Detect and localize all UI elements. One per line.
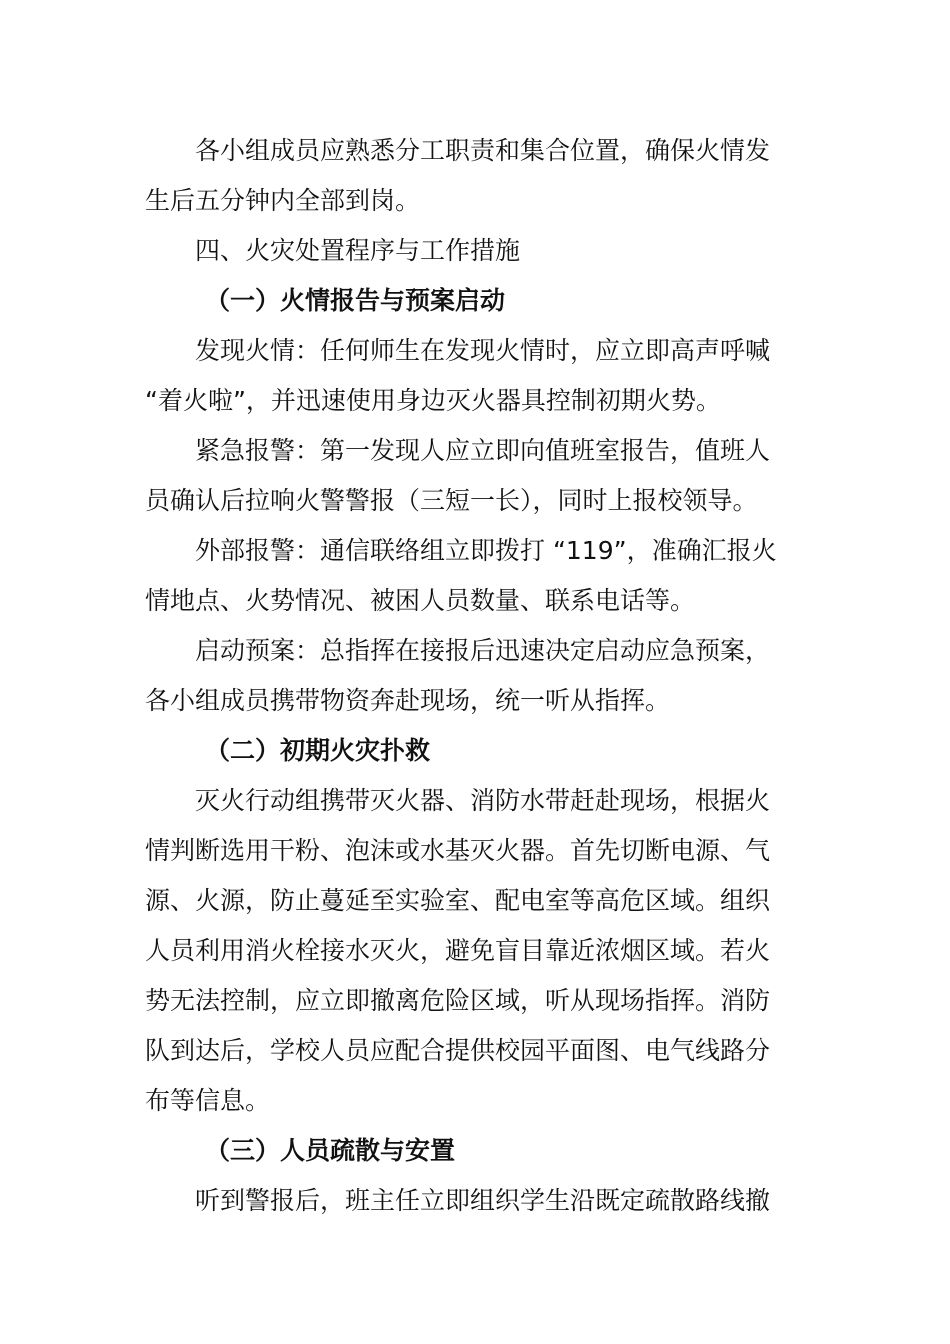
paragraph-line: “着火啦”，并迅速使用身边灭火器具控制初期火势。 [145,386,721,415]
paragraph-line: 各小组成员应熟悉分工职责和集合位置，确保火情发 [195,136,771,165]
paragraph-line: 生后五分钟内全部到岗。 [145,186,421,215]
paragraph-line: 队到达后，学校人员应配合提供校园平面图、电气线路分 [145,1036,771,1065]
document-body [145,126,809,1226]
paragraph-line: 员确认后拉响火警警报（三短一长），同时上报校领导。 [145,486,758,515]
paragraph-line: 灭火行动组携带灭火器、消防水带赶赴现场，根据火 [195,786,771,815]
paragraph-line: 紧急报警：第一发现人应立即向值班室报告，值班人 [195,436,771,465]
paragraph-line: 情地点、火势情况、被困人员数量、联系电话等。 [145,586,696,615]
paragraph-line: 情判断选用干粉、泡沫或水基灭火器。首先切断电源、气 [145,836,771,865]
paragraph-line: 听到警报后，班主任立即组织学生沿既定疏散路线撤 [195,1186,771,1215]
subsection-heading: （一）火情报告与预案启动 [205,286,506,315]
section-heading: 四、火灾处置程序与工作措施 [195,236,521,265]
paragraph-line: 外部报警：通信联络组立即拨打 “119”，准确汇报火 [195,536,777,565]
subsection-heading: （三）人员疏散与安置 [205,1136,456,1165]
subsection-heading: （二）初期火灾扑救 [205,736,431,765]
paragraph-line: 启动预案：总指挥在接报后迅速决定启动应急预案， [195,636,771,665]
paragraph-line: 人员利用消火栓接水灭火，避免盲目靠近浓烟区域。若火 [145,936,771,965]
paragraph-line: 布等信息。 [145,1086,271,1115]
paragraph-line: 势无法控制，应立即撤离危险区域，听从现场指挥。消防 [145,986,771,1015]
paragraph-line: 发现火情：任何师生在发现火情时，应立即高声呼喊 [195,336,771,365]
paragraph-line: 源、火源，防止蔓延至实验室、配电室等高危区域。组织 [145,886,771,915]
paragraph-line: 各小组成员携带物资奔赴现场，统一听从指挥。 [145,686,671,715]
